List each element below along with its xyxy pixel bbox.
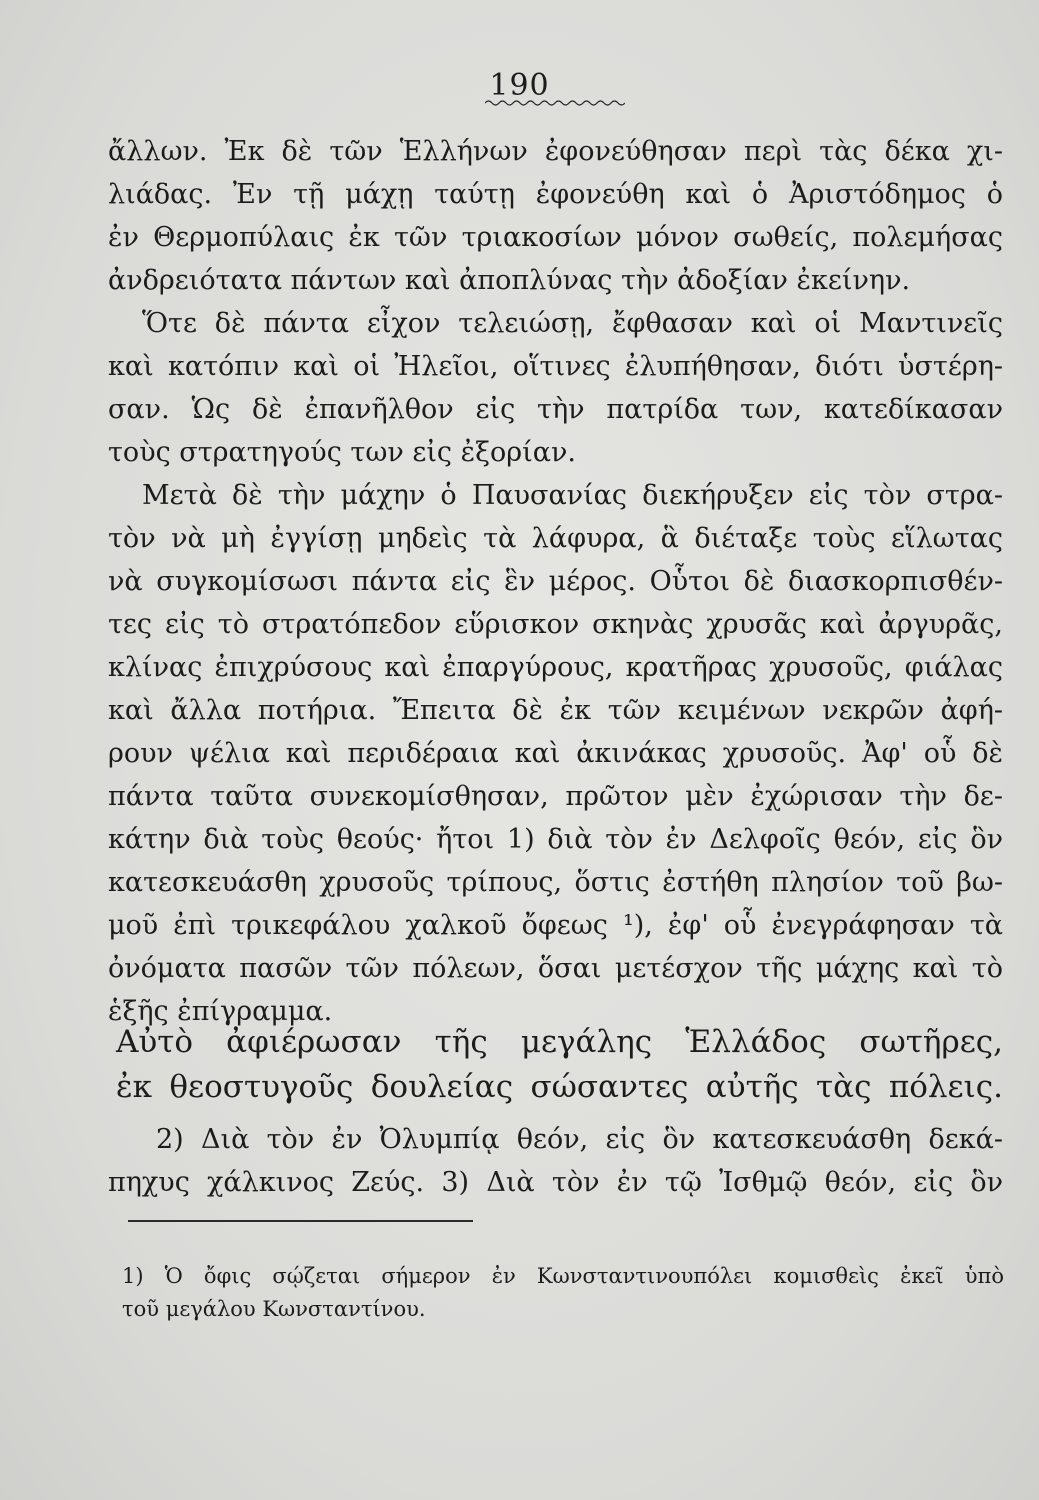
text-line: σαν. Ὡς δὲ ἐπανῆλθον εἰς τὴν πατρίδα των, κατεδίκασαν [108, 394, 1003, 425]
epigram-line: ἐκ θεοστυγοῦς δουλείας σώσαντες αὐτῆς τὰς πόλεις. [116, 1069, 1003, 1105]
text-line: ἑξῆς ἐπίγραμμα. [108, 996, 333, 1027]
text-line: πάντα ταῦτα συνεκομίσθησαν, πρῶτον μὲν ἐχώρισαν τὴν δε- [108, 781, 1003, 812]
text-line: κλίνας ἐπιχρύσους καὶ ἐπαργύρους, κρατῆρας χρυσοῦς, φιάλας [108, 652, 1003, 683]
text-line: τοὺς στρατηγούς των εἰς ἐξορίαν. [108, 437, 576, 468]
continuation-text [108, 1118, 1003, 1204]
epigram [108, 1020, 1003, 1110]
text-line: ἐν Θερμοπύλαις ἐκ τῶν τριακοσίων μόνον σωθείς, πολεμήσας [108, 222, 1003, 253]
text-line: ὀνόματα πασῶν τῶν πόλεων, ὅσαι μετέσχον τῆς μάχης καὶ τὸ [108, 953, 1003, 984]
text-line: ρουν ψέλια καὶ περιδέραια καὶ ἀκινάκας χρυσοῦς. Ἀφ' οὗ δὲ [108, 738, 1003, 769]
page-number-ornament [485, 98, 625, 108]
text-line: Ὅτε δὲ πάντα εἶχον τελειώσῃ, ἔφθασαν καὶ οἱ Μαντινεῖς [142, 308, 1003, 339]
footnote-line: 1) Ὁ ὄφις σῴζεται σήμερον ἐν Κωνσταντινουπόλει κομισθεὶς ἐκεῖ ὑπὸ [122, 1264, 1004, 1288]
text-line: καὶ κατόπιν καὶ οἱ Ἠλεῖοι, οἵτινες ἐλυπήθησαν, διότι ὑστέρη- [108, 351, 1003, 382]
text-line: τες εἰς τὸ στρατόπεδον εὕρισκον σκηνὰς χρυσᾶς καὶ ἀργυρᾶς, [108, 609, 1003, 640]
text-line: μοῦ ἐπὶ τρικεφάλου χαλκοῦ ὄφεως ¹), ἐφ' οὗ ἐνεγράφησαν τὰ [108, 910, 1003, 941]
page-number: 190 [489, 68, 550, 103]
text-line: νὰ συγκομίσωσι πάντα εἰς ἓν μέρος. Οὗτοι δὲ διασκορπισθέν- [108, 566, 1003, 597]
footnote-rule [128, 1220, 473, 1222]
text-line: Μετὰ δὲ τὴν μάχην ὁ Παυσανίας διεκήρυξεν εἰς τὸν στρα- [142, 480, 1003, 511]
footnote-line: τοῦ μεγάλου Κωνσταντίνου. [122, 1297, 426, 1321]
text-line: ἄλλων. Ἐκ δὲ τῶν Ἑλλήνων ἐφονεύθησαν περὶ τὰς δέκα χι- [108, 136, 1003, 167]
epigram-line: Αὐτὸ ἀφιέρωσαν τῆς μεγάλης Ἑλλάδος σωτῆρες, [116, 1024, 1003, 1060]
text-line: καὶ ἄλλα ποτήρια. Ἔπειτα δὲ ἐκ τῶν κειμένων νεκρῶν ἀφή- [108, 695, 1003, 726]
text-line: 2) Διὰ τὸν ἐν Ὀλυμπίᾳ θεόν, εἰς ὃν κατεσκευάσθη δεκά- [156, 1124, 1003, 1155]
text-line: λιάδας. Ἐν τῇ μάχῃ ταύτῃ ἐφονεύθη καὶ ὁ Ἀριστόδημος ὁ [108, 179, 1003, 210]
text-line: πηχυς χάλκινος Ζεύς. 3) Διὰ τὸν ἐν τῷ Ἰσθμῷ θεόν, εἰς ὃν [108, 1167, 1003, 1198]
text-line: κατεσκευάσθη χρυσοῦς τρίπους, ὅστις ἐστήθη πλησίον τοῦ βω- [108, 867, 1003, 898]
text-line: κάτην διὰ τοὺς θεούς· ἤτοι 1) διὰ τὸν ἐν Δελφοῖς θεόν, εἰς ὃν [108, 824, 1003, 855]
text-line: ἀνδρειότατα πάντων καὶ ἀποπλύνας τὴν ἀδοξίαν ἐκείνην. [108, 265, 911, 296]
text-line: τὸν νὰ μὴ ἐγγίσῃ μηδεὶς τὰ λάφυρα, ἃ διέταξε τοὺς εἵλωτας [108, 523, 1003, 554]
main-text [108, 130, 1003, 1033]
footnotes [122, 1260, 1004, 1326]
